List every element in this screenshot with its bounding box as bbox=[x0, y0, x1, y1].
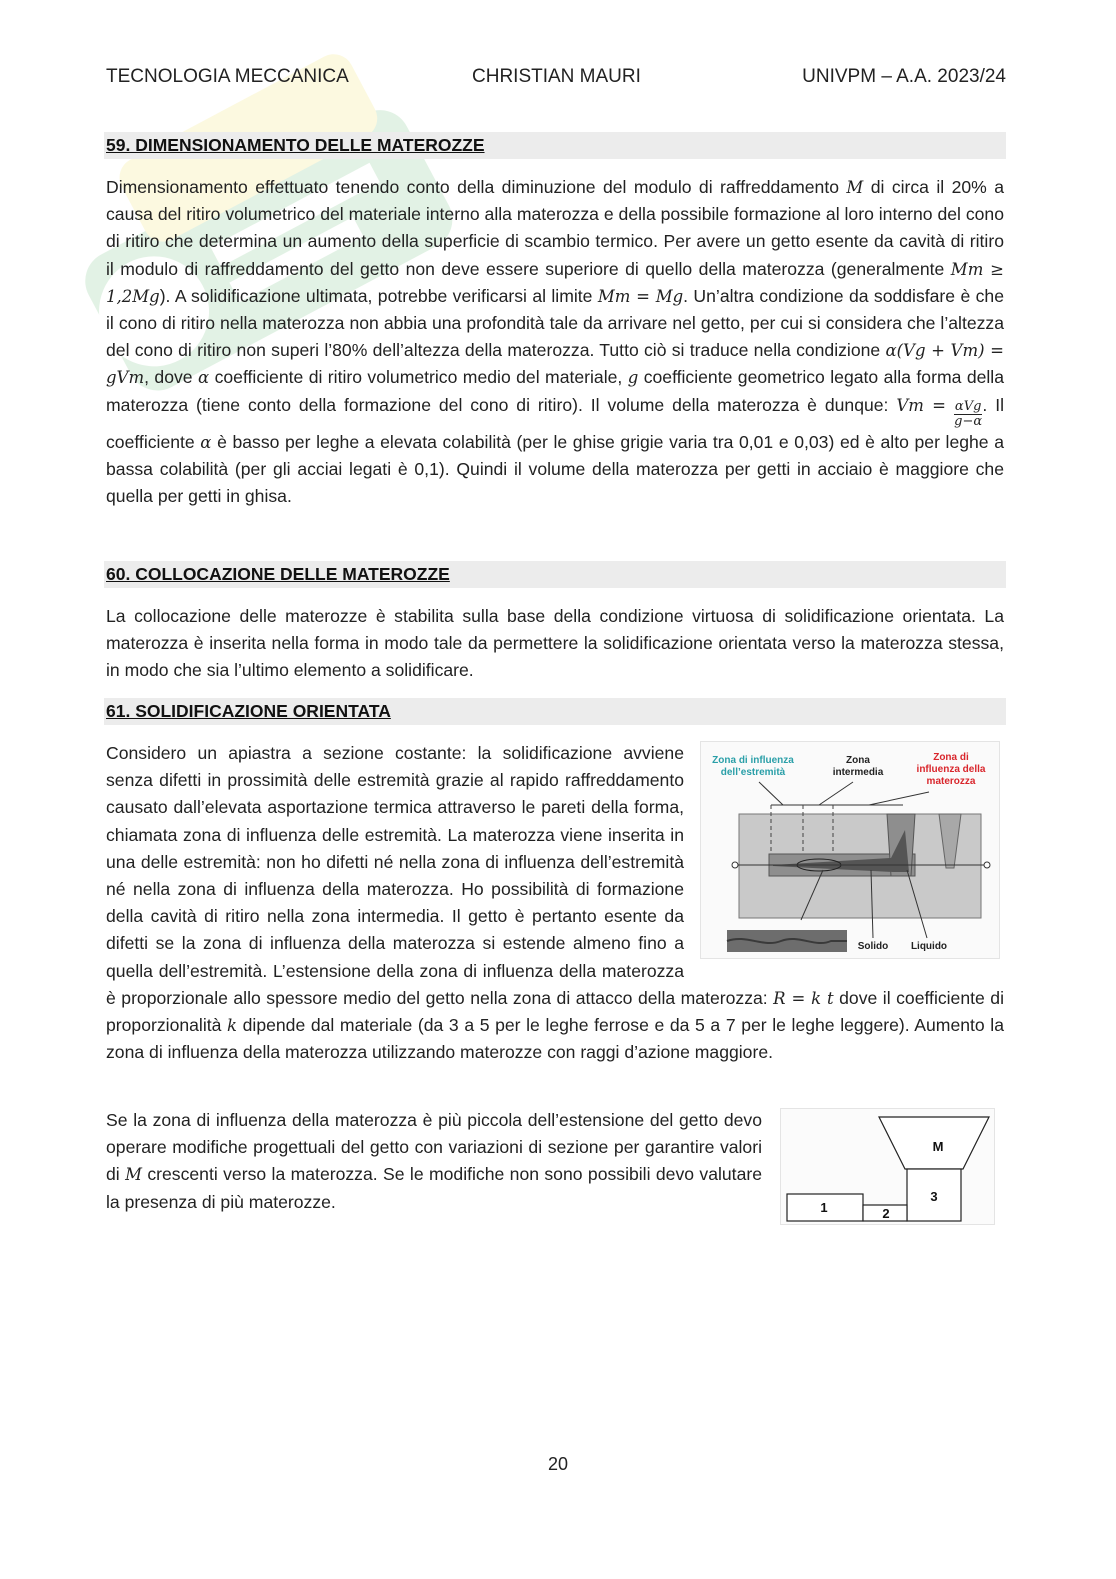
math-g: g bbox=[627, 368, 639, 388]
text-run: coefficiente geometrico legato alla forma della materozza (tiene conto della formazione del cono di ritiro). Il volume della materozza è dunque: bbox=[106, 367, 1004, 415]
section-61-body bbox=[106, 740, 1004, 1066]
section-61-body-2 bbox=[106, 1107, 762, 1216]
header-year: UNIVPM – A.A. 2023/24 bbox=[802, 66, 1006, 87]
math-M: M bbox=[125, 1165, 142, 1185]
math-module-equality: Mm = Mg bbox=[597, 286, 684, 306]
math-alpha: α bbox=[198, 368, 210, 388]
text-run: ). A solidificazione ultimata, potrebbe verificarsi al limite bbox=[159, 285, 598, 306]
header-author: CHRISTIAN MAURI bbox=[472, 66, 641, 87]
fraction-numerator: αVg bbox=[954, 398, 982, 414]
math-M: M bbox=[846, 178, 864, 197]
math-k: k bbox=[227, 1016, 238, 1036]
text-run: . Un’altra condizione da soddisfare è che il cono di ritiro nella materozza non abbia una profondità tale da arrivare nel getto, per cui si considera che l’altezza del cono di ritiro non superi l’80% dell’altezza della materozza. Tutto ciò si traduce nella condizione bbox=[106, 285, 1004, 361]
section-59-body bbox=[106, 174, 1004, 510]
text-run: . Il coefficiente bbox=[106, 394, 1005, 452]
math-vm: Vm = bbox=[896, 395, 947, 415]
section-59-title: 59. DIMENSIONAMENTO DELLE MATEROZZE bbox=[104, 132, 1006, 159]
math-alpha: α bbox=[200, 432, 212, 452]
math-module-inequality: Mm ≥ 1,2Mg bbox=[106, 259, 1004, 306]
label-riser-zone-3: materozza bbox=[926, 776, 976, 787]
text-run: di circa il 20% a causa del ritiro volumetrico del materiale interno alla materozza e della possibile formazione al loro interno del cono di ritiro che determina un aumento della superficie di scambio termico. Per avere un getto esente da cavità di ritiro il modulo di raffreddamento del getto non deve essere superiore di quello della materozza (generalmente bbox=[106, 177, 1004, 279]
label-3: 3 bbox=[930, 1189, 938, 1204]
label-liquid: Liquido bbox=[910, 941, 948, 952]
text-run: crescenti verso la materozza. Se le modifiche non sono possibili devo valutare la presenza di più materozze. bbox=[106, 1164, 762, 1212]
label-mid-zone-1: Zona bbox=[846, 755, 870, 766]
text-run: dipende dal materiale (da 3 a 5 per le leghe ferrose e da 5 a 7 per le leghe leggere). Aumento la zona di influenza della materozza utilizzando materozze con raggi d’azione maggiore. bbox=[106, 1015, 1004, 1063]
section-60-title: 60. COLLOCAZIONE DELLE MATEROZZE bbox=[104, 561, 1006, 588]
label-1: 1 bbox=[820, 1200, 828, 1215]
page-number: 20 bbox=[547, 1454, 569, 1474]
text-run: Considero un apiastra a sezione costante: la solidificazione avviene senza difetti in prossimità delle estremità grazie al rapido raffreddamento causato dall’elevata asportazione termica attraverso le pareti della forma, chiamata zona di influenza delle estremità. La materozza viene inserita in una delle estremità: non ho difetti né nella zona di influenza dell’estremità né nella zona di influenza della materozza. Ho possibilità di formazione della cavità di ritiro nella zona intermedia. Il getto è pertanto esente da difetti se la zona di influenza della materozza si estende almeno fino a quella dell’estremità. L’estensione della zona di influenza della materozza è proporzionale allo spessore medio del getto nella zona di attacco della materozza: bbox=[106, 743, 774, 1008]
riser-sections-diagram bbox=[781, 1109, 994, 1224]
section-60-body bbox=[106, 603, 1004, 685]
label-M: M bbox=[932, 1139, 944, 1154]
label-solid: Solido bbox=[857, 941, 889, 952]
header-course: TECNOLOGIA MECCANICA bbox=[106, 66, 349, 87]
text-run: dove il coefficiente di proporzionalità bbox=[106, 987, 1004, 1036]
figure-spacer bbox=[684, 740, 1004, 970]
text-run: , dove bbox=[144, 367, 199, 388]
label-2: 2 bbox=[882, 1206, 890, 1221]
riser-sections-figure bbox=[780, 1108, 995, 1225]
text-run: coefficiente di ritiro volumetrico medio del materiale, bbox=[209, 367, 628, 388]
label-riser-zone-2: influenza della bbox=[916, 764, 986, 775]
math-r-kt: R = k t bbox=[773, 988, 834, 1008]
label-end-zone-1: Zona di influenza bbox=[712, 755, 794, 766]
page-header bbox=[106, 66, 1006, 92]
text-run: Dimensionamento effettuato tenendo conto della diminuzione del modulo di raffreddamento bbox=[106, 177, 847, 197]
math-fraction bbox=[954, 400, 983, 429]
math-volume-condition: α(Vg + Vm) = gVm bbox=[106, 341, 1004, 388]
section-60-text: La collocazione delle materozze è stabilita sulla base della condizione virtuosa di solidificazione orientata. La materozza è inserita nella forma in modo tale da permettere la solidificazione orientata verso la materozza stessa, in modo che sia l’ultimo elemento a solidificare. bbox=[106, 606, 1004, 681]
text-run: è basso per leghe a elevata colabilità (per le ghise grigie varia tra 0,01 e 0,03) ed è alto per leghe a bassa colabilità (per gli acciai legati è 0,1). Quindi il volume della materozza per getti in acciaio è maggiore che quella per getti in ghisa. bbox=[106, 431, 1004, 507]
text-run: Se la zona di influenza della materozza è più piccola dell’estensione del getto devo operare modifiche progettuali del getto con variazioni di sezione per garantire valori di bbox=[106, 1110, 762, 1185]
label-end-zone-2: dell’estremità bbox=[720, 767, 786, 778]
fraction-denominator: g−α bbox=[954, 413, 983, 429]
label-riser-zone-1: Zona di bbox=[933, 752, 969, 763]
section-61-title: 61. SOLIDIFICAZIONE ORIENTATA bbox=[104, 698, 1006, 725]
label-mid-zone-2: intermedia bbox=[832, 767, 884, 778]
